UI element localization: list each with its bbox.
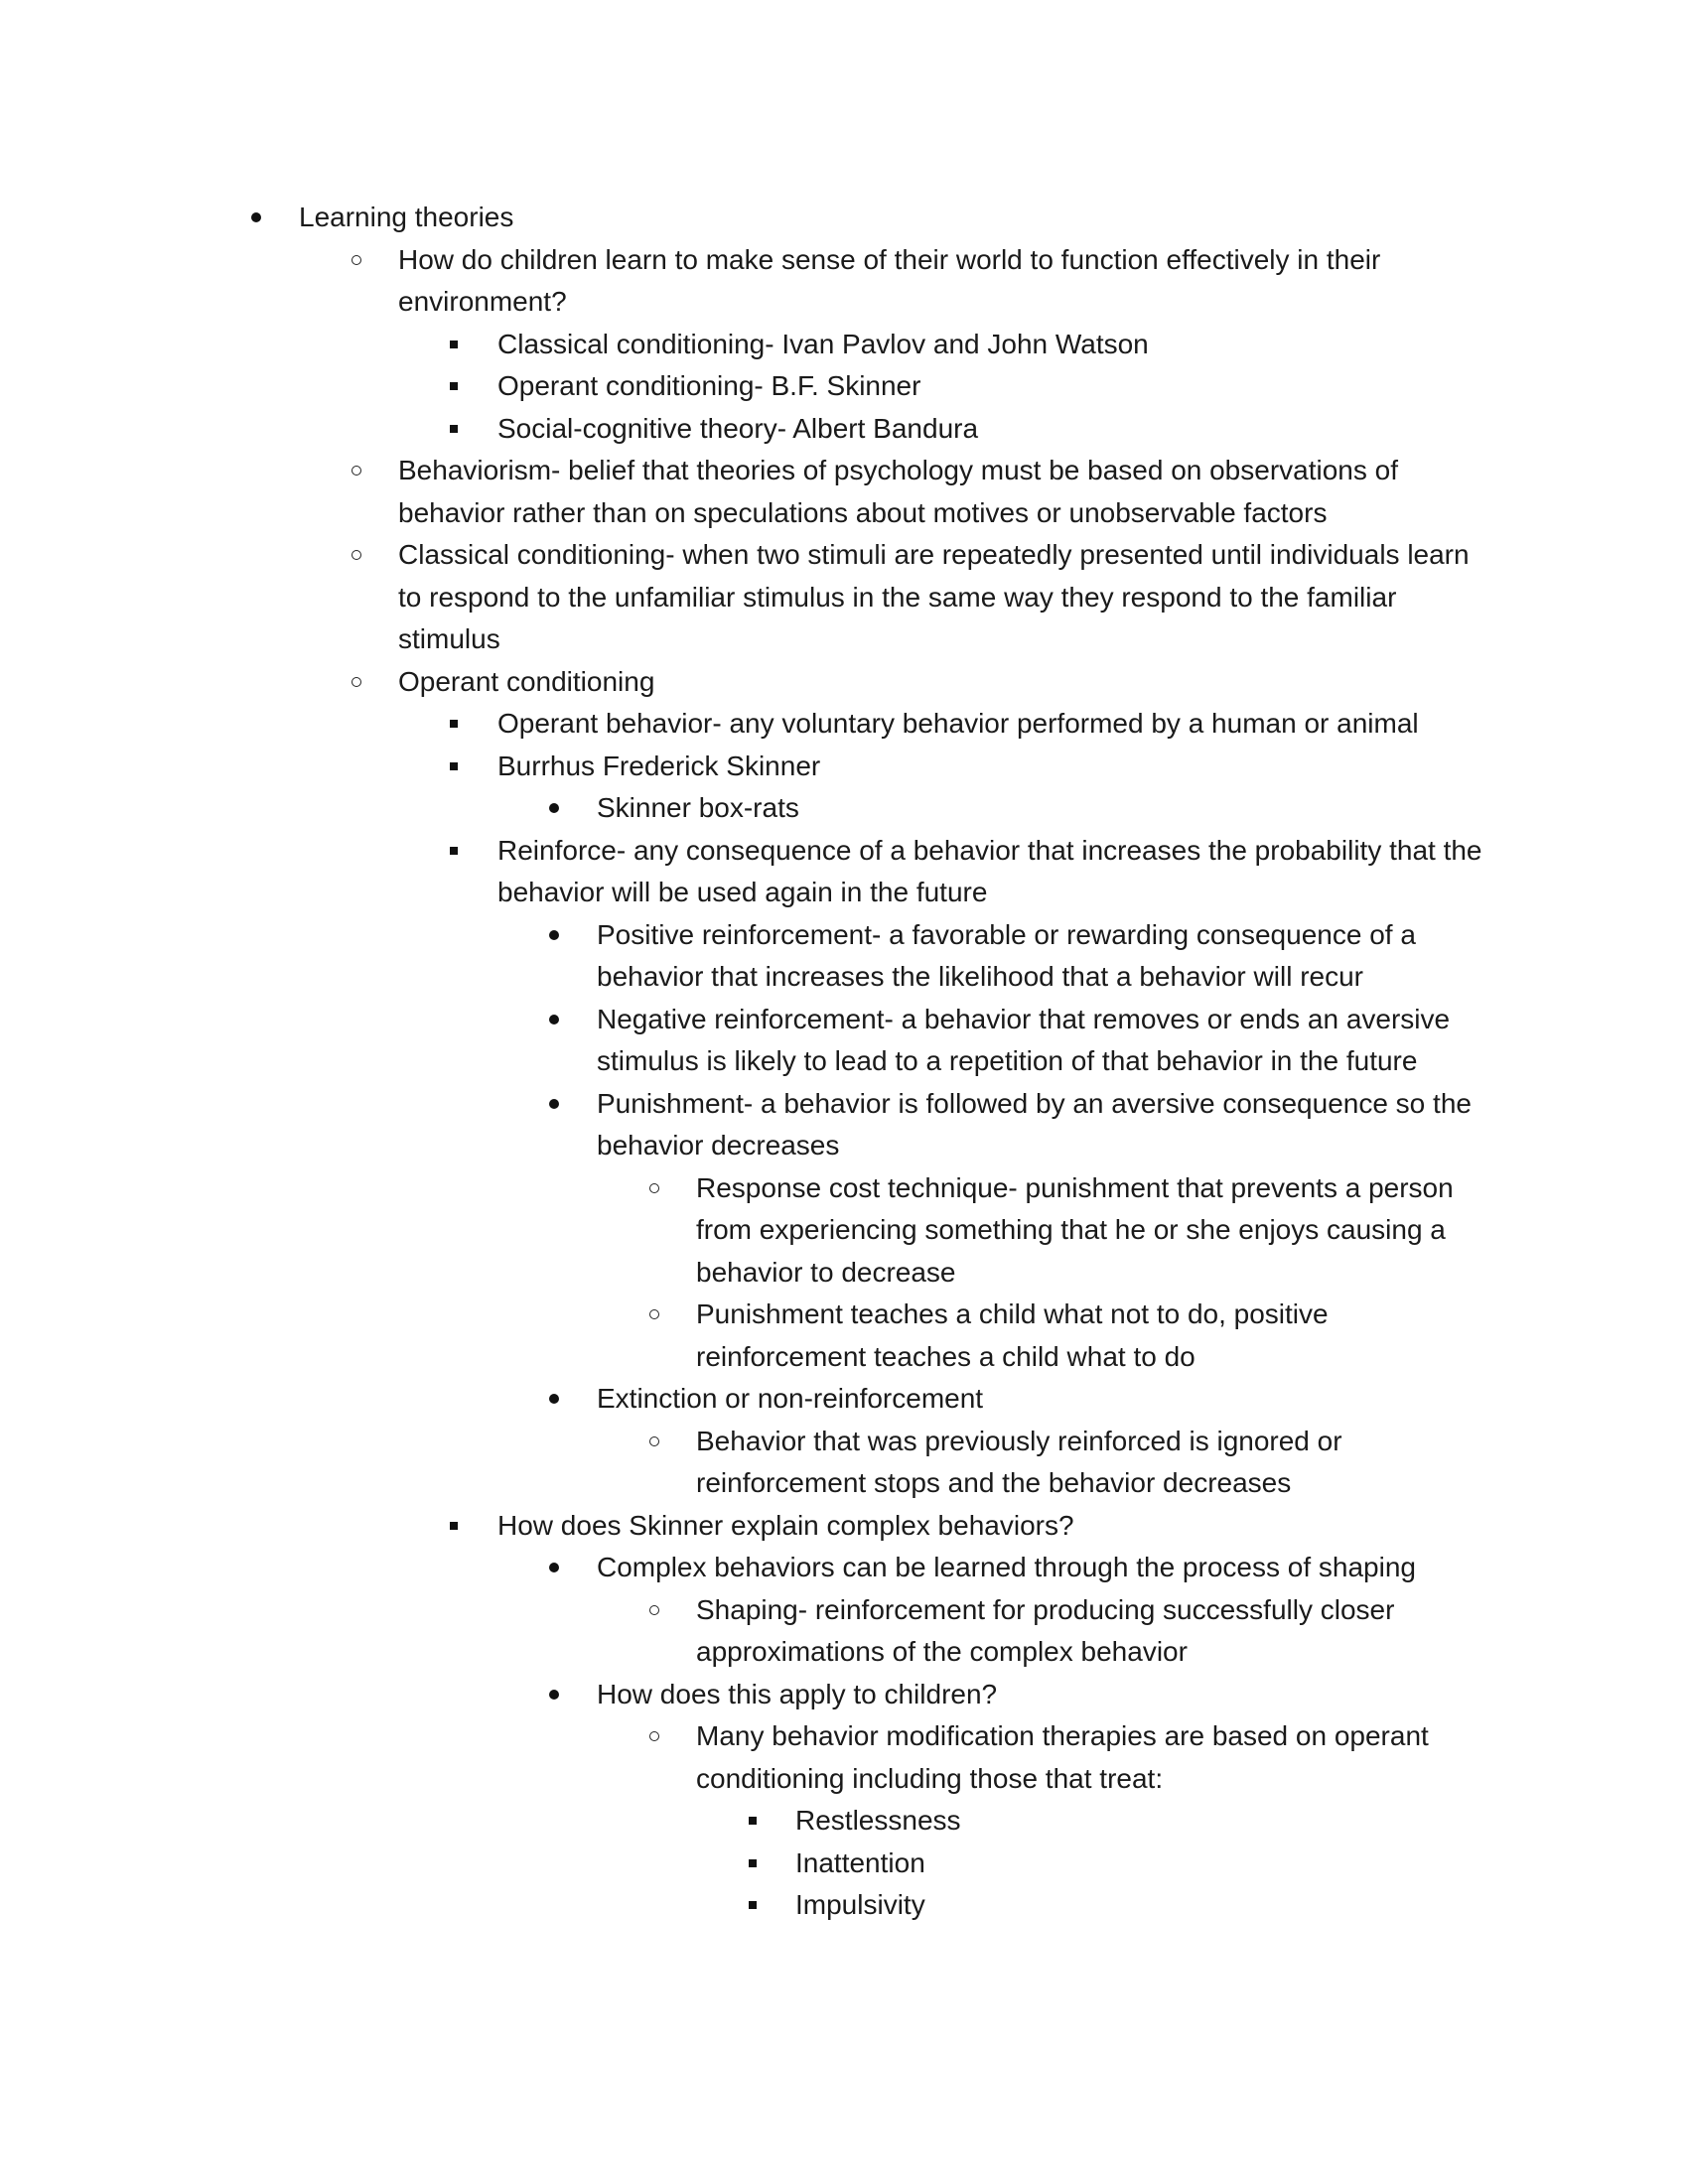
bullet-square-icon [439, 830, 469, 873]
bullet-dot-icon [539, 1547, 569, 1589]
list-item [0, 450, 1688, 534]
list-item [0, 1843, 1688, 1885]
list-item-text: How does this apply to children? [597, 1678, 998, 1709]
list-item [0, 661, 1688, 704]
bullet-dot-icon [539, 1378, 569, 1421]
list-item-text: Impulsivity [795, 1889, 925, 1920]
list-item [0, 1884, 1688, 1927]
list-item [0, 1715, 1688, 1800]
list-item [0, 1421, 1688, 1505]
bullet-square-icon [738, 1843, 768, 1885]
bullet-square-icon [439, 703, 469, 746]
list-item-text: Learning theories [299, 202, 514, 232]
list-item-text: How do children learn to make sense of their world to function effectively in their environment? [398, 243, 1381, 317]
list-item-text: Operant behavior- any voluntary behavior performed by a human or animal [497, 708, 1419, 739]
list-item [0, 1547, 1688, 1589]
list-item-text: Punishment- a behavior is followed by an aversive consequence so the behavior decreases [597, 1087, 1472, 1160]
list-item [0, 703, 1688, 746]
bullet-dot-icon [539, 1083, 569, 1126]
list-item [0, 746, 1688, 788]
bullet-circle-icon [342, 661, 371, 704]
list-item [0, 1167, 1688, 1295]
list-item-text: Punishment teaches a child what not to do, positive reinforcement teaches a child what to do [696, 1298, 1329, 1372]
list-item-text: Complex behaviors can be learned through the process of shaping [597, 1552, 1416, 1582]
list-item-text: Classical conditioning- when two stimuli are repeatedly presented until individuals learn to respond to the unfamiliar stimulus in the same way they respond to the familiar stimulus [398, 539, 1470, 654]
bullet-circle-icon [639, 1589, 669, 1632]
bullet-circle-icon [342, 450, 371, 492]
list-item [0, 1505, 1688, 1548]
bullet-square-icon [439, 324, 469, 366]
outline-list [0, 197, 1688, 1927]
bullet-square-icon [439, 408, 469, 451]
list-item-text: Skinner box-rats [597, 792, 799, 823]
list-item [0, 999, 1688, 1083]
list-item [0, 914, 1688, 999]
list-item-text: Many behavior modification therapies are based on operant conditioning including those that treat: [696, 1720, 1429, 1794]
list-item [0, 239, 1688, 324]
list-item [0, 1800, 1688, 1843]
list-item-text: Burrhus Frederick Skinner [497, 750, 821, 781]
bullet-dot-icon [539, 999, 569, 1041]
list-item [0, 408, 1688, 451]
list-item-text: Restlessness [795, 1805, 961, 1836]
bullet-dot-icon [539, 1674, 569, 1716]
bullet-circle-icon [639, 1715, 669, 1758]
list-item [0, 787, 1688, 830]
list-item [0, 1589, 1688, 1674]
bullet-dot-icon [539, 787, 569, 830]
bullet-circle-icon [342, 534, 371, 577]
list-item [0, 1378, 1688, 1421]
list-item-text: Negative reinforcement- a behavior that removes or ends an aversive stimulus is likely to lead to a repetition of that behavior in the future [597, 1003, 1451, 1076]
list-item [0, 1294, 1688, 1378]
list-item [0, 324, 1688, 366]
bullet-square-icon [738, 1884, 768, 1927]
bullet-dot-icon [539, 914, 569, 957]
bullet-circle-icon [639, 1167, 669, 1210]
list-item-text: Shaping- reinforcement for producing successfully closer approximations of the complex behavior [696, 1593, 1395, 1667]
bullet-square-icon [439, 746, 469, 788]
list-item [0, 534, 1688, 661]
list-item-text: Inattention [795, 1846, 925, 1878]
list-item-text: Reinforce- any consequence of a behavior that increases the probability that the behavior will be used again in the future [497, 834, 1482, 907]
bullet-square-icon [439, 1505, 469, 1548]
bullet-circle-icon [342, 239, 371, 282]
list-item-text: Operant conditioning [398, 665, 655, 697]
list-item-text: Extinction or non-reinforcement [597, 1383, 984, 1414]
list-item-text: Social-cognitive theory- Albert Bandura [497, 412, 979, 444]
list-item-text: How does Skinner explain complex behaviors? [497, 1509, 1074, 1541]
list-item [0, 1083, 1688, 1167]
list-item-text: Response cost technique- punishment that prevents a person from experiencing something that he or she enjoys causing a behavior to decrease [696, 1171, 1454, 1288]
list-item [0, 197, 1688, 239]
list-item-text: Behaviorism- belief that theories of psychology must be based on observations of behavior rather than on speculations about motives or unobservable factors [398, 455, 1399, 528]
bullet-square-icon [738, 1800, 768, 1843]
bullet-dot-icon [241, 197, 271, 239]
bullet-circle-icon [639, 1294, 669, 1336]
list-item [0, 365, 1688, 408]
list-item-text: Behavior that was previously reinforced is ignored or reinforcement stops and the behavior decreases [696, 1425, 1342, 1498]
list-item [0, 1674, 1688, 1716]
bullet-circle-icon [639, 1421, 669, 1463]
list-item-text: Positive reinforcement- a favorable or rewarding consequence of a behavior that increases the likelihood that a behavior will recur [597, 918, 1416, 992]
list-item-text: Operant conditioning- B.F. Skinner [497, 370, 921, 401]
bullet-square-icon [439, 365, 469, 408]
list-item [0, 830, 1688, 914]
list-item-text: Classical conditioning- Ivan Pavlov and John Watson [497, 328, 1149, 359]
